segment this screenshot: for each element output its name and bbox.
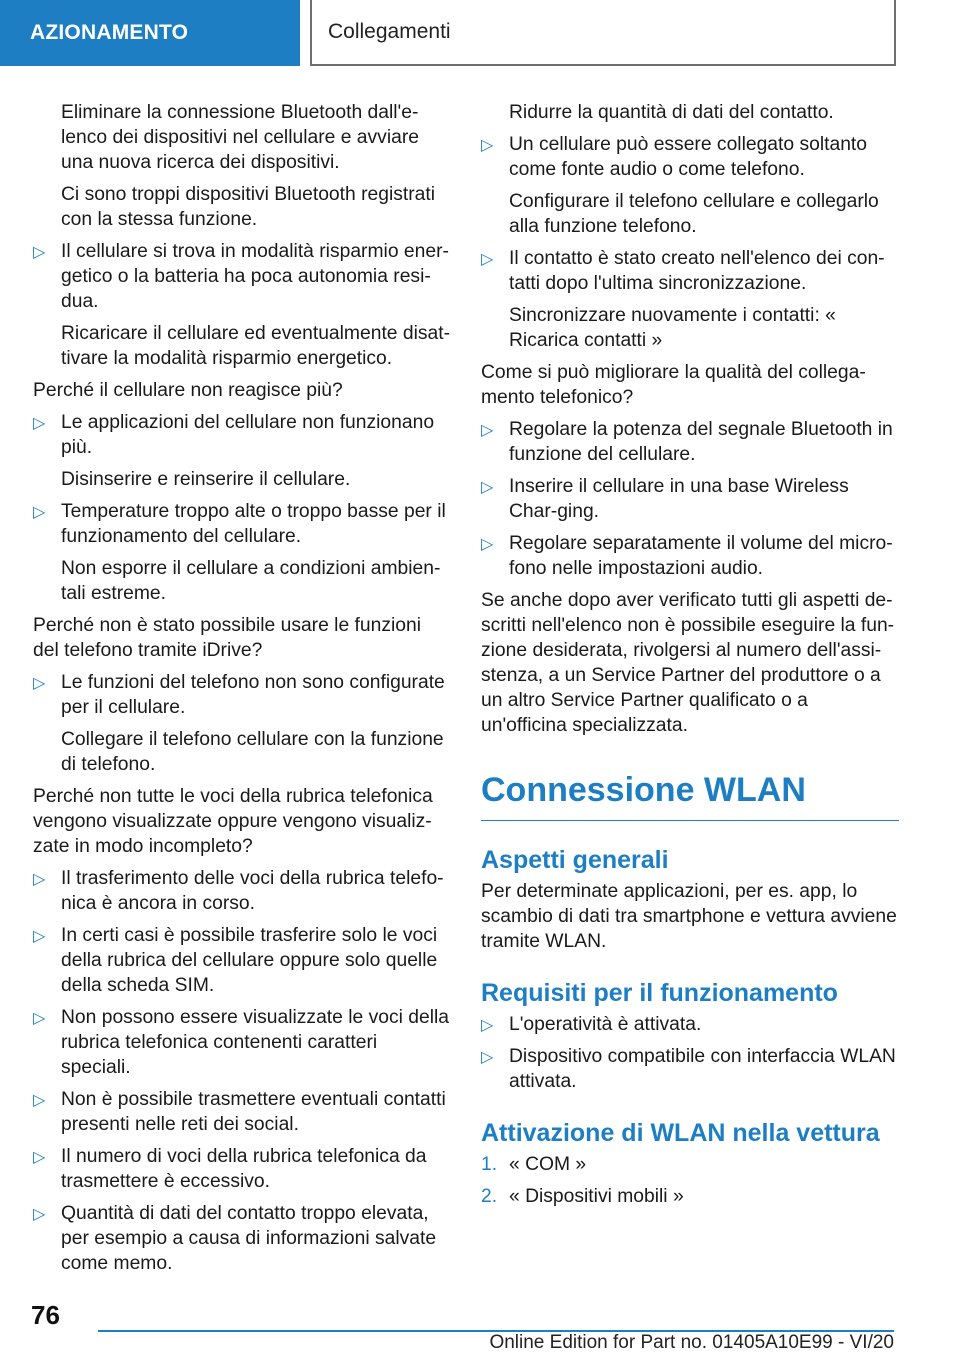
- question: Perché il cellulare non reagisce più?: [33, 380, 343, 401]
- triangle-bullet-icon: ▷: [481, 422, 494, 439]
- subsection-heading: Requisiti per il funzionamento: [481, 979, 838, 1007]
- list-item: [33, 239, 451, 314]
- triangle-bullet-icon: ▷: [33, 928, 46, 945]
- list-item-text: Quantità di dati del contatto troppo elevata, per esempio a causa di informazioni salvate come memo.: [61, 1203, 437, 1274]
- list-item: [33, 923, 451, 998]
- paragraph: Collegare il telefono cellulare con la funzione di telefono.: [61, 729, 444, 775]
- list-item: [481, 132, 899, 182]
- list-item-text: In certi casi è possibile trasferire solo le voci della rubrica del cellulare oppure solo quelle della scheda SIM.: [61, 925, 438, 996]
- subsection-heading: Attivazione di WLAN nella vettura: [481, 1119, 880, 1147]
- triangle-bullet-icon: ▷: [481, 479, 494, 496]
- question: Perché non tutte le voci della rubrica telefonica vengono visualizzate oppure vengono visualiz-zate in modo incompleto?: [33, 786, 433, 857]
- chapter-title: Collegamenti: [310, 0, 896, 66]
- paragraph: Eliminare la connessione Bluetooth dall'e-lenco dei dispositivi nel cellulare e avviare una nuova ricerca dei dispositivi.: [61, 102, 419, 173]
- paragraph: Ci sono troppi dispositivi Bluetooth registrati con la stessa funzione.: [61, 184, 436, 230]
- triangle-bullet-icon: ▷: [481, 1049, 494, 1066]
- list-item: [33, 410, 451, 460]
- list-item-text: Non è possibile trasmettere eventuali contatti presenti nelle reti dei social.: [61, 1089, 446, 1135]
- list-item: [33, 670, 451, 720]
- question: Perché non è stato possibile usare le funzioni del telefono tramite iDrive?: [33, 615, 422, 661]
- list-item: [33, 1144, 451, 1194]
- list-item-text: Regolare la potenza del segnale Bluetooth in funzione del cellulare.: [509, 419, 893, 465]
- paragraph: Se anche dopo aver verificato tutti gli aspetti de-scritti nell'elenco non è possibile eseguire la fun-zione desiderata, rivolgersi al numero dell'assi-stenza, a un Service Partner del produttore o a un altro Service Partner qualificato o a un'officina specializzata.: [481, 590, 895, 736]
- subsection-heading: Aspetti generali: [481, 846, 669, 874]
- triangle-bullet-icon: ▷: [33, 244, 46, 261]
- edition-info: Online Edition for Part no. 01405A10E99 - VI/20: [489, 1332, 894, 1353]
- list-item: [481, 531, 899, 581]
- triangle-bullet-icon: ▷: [33, 1149, 46, 1166]
- triangle-bullet-icon: ▷: [33, 504, 46, 521]
- step-number: 1.: [481, 1154, 498, 1175]
- page-number: 76: [31, 1300, 60, 1330]
- paragraph: Non esporre il cellulare a condizioni ambien-tali estreme.: [61, 558, 441, 604]
- triangle-bullet-icon: ▷: [481, 137, 494, 154]
- list-item-text: Regolare separatamente il volume del micro-fono nelle impostazioni audio.: [509, 533, 893, 579]
- list-item: [481, 1012, 899, 1037]
- triangle-bullet-icon: ▷: [33, 1010, 46, 1027]
- triangle-bullet-icon: ▷: [481, 1017, 494, 1034]
- paragraph: Disinserire e reinserire il cellulare.: [61, 469, 351, 490]
- paragraph: Per determinate applicazioni, per es. app, lo scambio di dati tra smartphone e vettura avviene tramite WLAN.: [481, 881, 897, 952]
- list-item: [33, 866, 451, 916]
- list-item-text: Inserire il cellulare in una base Wireless Char-ging.: [509, 476, 849, 522]
- list-item-text: Il contatto è stato creato nell'elenco dei con-tatti dopo l'ultima sincronizzazione.: [509, 248, 885, 294]
- triangle-bullet-icon: ▷: [33, 1092, 46, 1109]
- list-item-text: Un cellulare può essere collegato soltanto come fonte audio o come telefono.: [509, 134, 867, 180]
- list-item-text: Non possono essere visualizzate le voci della rubrica telefonica contenenti caratteri speciali.: [61, 1007, 449, 1078]
- list-item-text: L'operatività è attivata.: [509, 1014, 702, 1035]
- right-column: [481, 100, 899, 1216]
- list-item: [481, 246, 899, 296]
- step-text: « Dispositivi mobili »: [509, 1186, 684, 1207]
- triangle-bullet-icon: ▷: [33, 675, 46, 692]
- list-item-text: Le funzioni del telefono non sono configurate per il cellulare.: [61, 672, 445, 718]
- step-item: [481, 1184, 899, 1209]
- triangle-bullet-icon: ▷: [33, 415, 46, 432]
- page-header: [0, 0, 960, 66]
- paragraph: Configurare il telefono cellulare e collegarlo alla funzione telefono.: [509, 191, 879, 237]
- triangle-bullet-icon: ▷: [33, 871, 46, 888]
- list-item: [481, 474, 899, 524]
- triangle-bullet-icon: ▷: [481, 536, 494, 553]
- list-item-text: Il numero di voci della rubrica telefonica da trasmettere è eccessivo.: [61, 1146, 427, 1192]
- list-item-text: Il cellulare si trova in modalità risparmio ener-getico o la batteria ha poca autonomia resi-dua.: [61, 241, 449, 312]
- list-item-text: Le applicazioni del cellulare non funzionano più.: [61, 412, 435, 458]
- step-number: 2.: [481, 1186, 498, 1207]
- list-item: [33, 499, 451, 549]
- triangle-bullet-icon: ▷: [481, 251, 494, 268]
- section-heading: Connessione WLAN: [481, 770, 899, 821]
- question: Come si può migliorare la qualità del collega-mento telefonico?: [481, 362, 866, 408]
- paragraph: Sincronizzare nuovamente i contatti: « Ricarica contatti »: [509, 305, 836, 351]
- section-tab: AZIONAMENTO: [0, 0, 300, 66]
- triangle-bullet-icon: ▷: [33, 1206, 46, 1223]
- step-item: [481, 1152, 899, 1177]
- list-item: [33, 1005, 451, 1080]
- step-text: « COM »: [509, 1154, 587, 1175]
- list-item: [33, 1201, 451, 1276]
- list-item-text: Il trasferimento delle voci della rubrica telefo-nica è ancora in corso.: [61, 868, 444, 914]
- list-item: [33, 1087, 451, 1137]
- list-item-text: Temperature troppo alte o troppo basse per il funzionamento del cellulare.: [61, 501, 446, 547]
- list-item-text: Dispositivo compatibile con interfaccia WLAN attivata.: [509, 1046, 896, 1092]
- list-item: [481, 417, 899, 467]
- list-item: [481, 1044, 899, 1094]
- left-column: [33, 100, 451, 1283]
- paragraph: Ridurre la quantità di dati del contatto.: [509, 102, 834, 123]
- paragraph: Ricaricare il cellulare ed eventualmente disat-tivare la modalità risparmio energetico.: [61, 323, 451, 369]
